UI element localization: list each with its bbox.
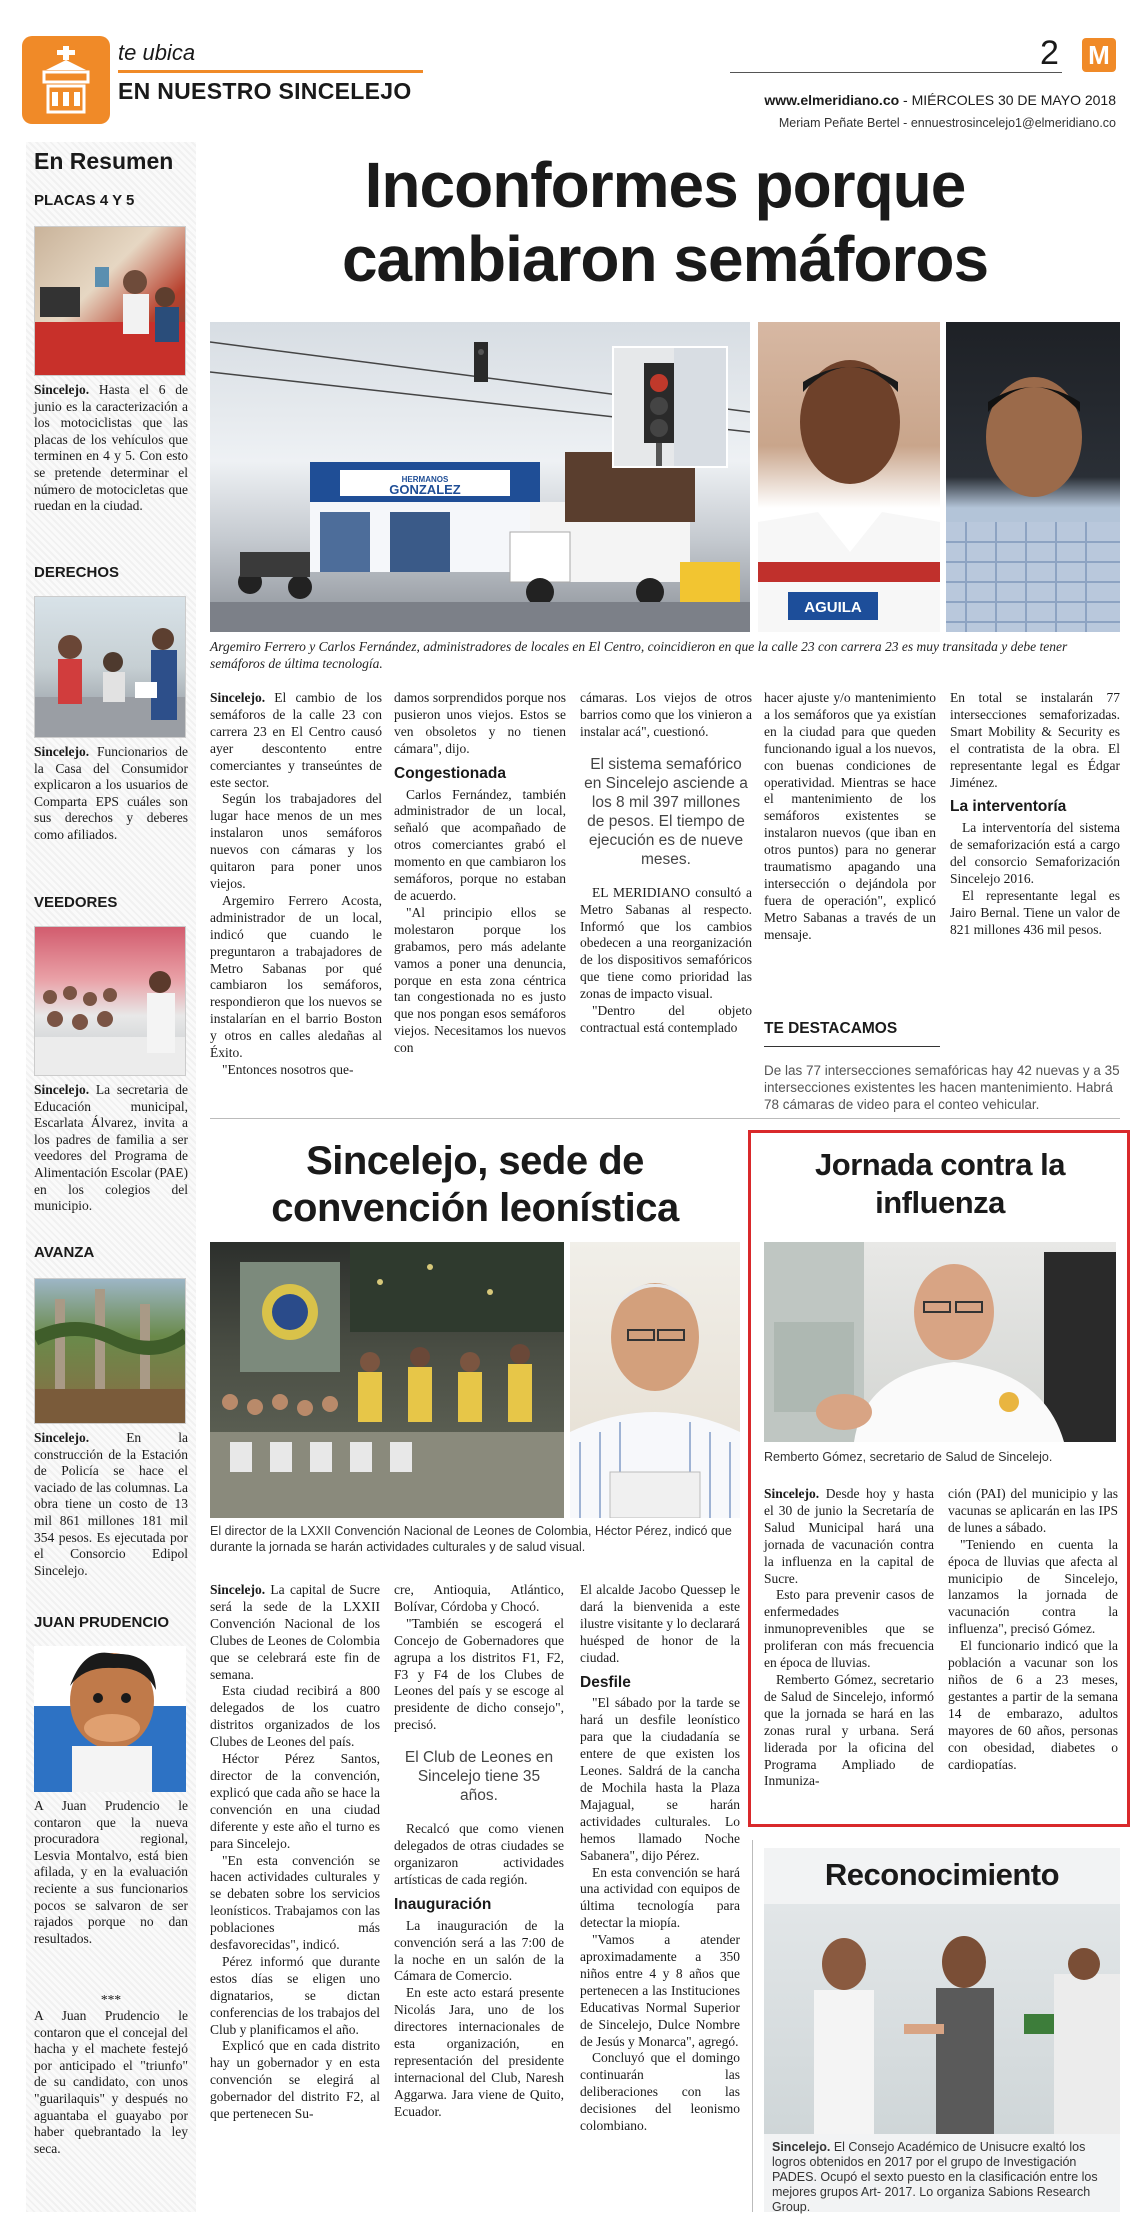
- subhead-desfile: Desfile: [580, 1673, 631, 1691]
- page-number: 2: [1040, 34, 1059, 72]
- sidebar-head-placas: PLACAS 4 Y 5: [34, 192, 135, 209]
- sidebar-head-avanza: AVANZA: [34, 1244, 95, 1261]
- sidebar-text-juan-prudencio-2: A Juan Prudencio le contaron que el concejal del hacha y el machete festejó por anticipado el "triunfo" de su candidato, con unos "guarilaquis" y después no aguantaba el guayabo por haber quebrantado la ley seca.: [34, 2008, 188, 2156]
- newspaper-logo: M: [1082, 38, 1116, 72]
- sidebar-text-veedores: Sincelejo. La secretaria de Educación municipal, Escarlata Álvarez, invita a los padres de familia a ser veedores del Programa de Alimentación Escolar (PAE) en los colegios del municipio.: [34, 1082, 188, 1214]
- sidebar-photo-police-station-construction: [34, 1278, 186, 1424]
- column-divider: [752, 1840, 753, 2212]
- sidebar-head-veedores: VEEDORES: [34, 894, 118, 911]
- sidebar-head-juan-prudencio: JUAN PRUDENCIO: [34, 1614, 170, 1631]
- convention-column-1: Sincelejo. La capital de Sucre será la sede de la LXXII Convención Nacional de los Clubes de Leones de Colombia que se celebrará este fin de semana. Esta ciudad recibirá a 800 delegados de los cuatro distritos organizados de los Clubes de Leones del país. Héctor Pérez Santos, director de la convención, explicó que cada año se hace la convención en una ciudad diferente y este año el turno es para Sincelejo. "En esta convención se hacen actividades culturales y se debaten sobre los servicios leonísticos. Trabajamos con las poblaciones más desfavorecidas", indicó. Pérez informó que durante estos días se eligen uno dignatarios, se dictan conferencias de los trabajos del Club y planificamos el año. Explicó que en cada distrito hay un gobernador y en esta convención se elegirá al gobernador del distrito F2, al que pertenecen Su-: [210, 1582, 380, 2122]
- convention-pullquote: El Club de Leones en Sincelejo tiene 35 años.: [404, 1749, 554, 1805]
- sidebar-text-juan-prudencio: A Juan Prudencio le contaron que la nueva procuradora regional, Lesvia Montalvo, está bien afilada, y en la evaluación reciente a sus funcionarios pocos se salvaron de ser rajados porque no dan resultados.: [34, 1798, 188, 1946]
- subhead-interventoria: La interventoría: [950, 798, 1067, 816]
- photo-inset-traffic-light: [612, 346, 728, 468]
- convention-photo-caption: El director de la LXXII Convención Nacional de Leones de Colombia, Héctor Pérez, indicó que durante la jornada se harán actividades culturales y de salud visual.: [210, 1524, 732, 1554]
- convention-column-2: cre, Antioquia, Atlántico, Bolívar, Córdoba y Chocó. "También se escogerá el Concejo de Gobernadores que agrupa a los distritos F1, F2, F3 y F4 de los Clubes de Leones del país y se escoge al presidente de dicho consejo", precisó. El Club de Leones en Sincelejo tiene 35 años. Recalcó que como vienen delegados de otras ciudades se organizaron actividades artísticas de cada región. Inauguración La inauguración de la convención será a las 7:00 de la noche en un salón de la Cámara de Comercio. En este acto estará presente Nicolás Jara, uno de los directores internacionales de esta organización, en representación del presidente internacional del Club, Naresh Aggarwa. Jara viene de Quito, Ecuador.: [394, 1582, 564, 2119]
- church-icon: [36, 46, 96, 116]
- sign-top-text: HERMANOS: [401, 475, 449, 484]
- sidebar-title: En Resumen: [34, 148, 174, 174]
- main-pullquote: El sistema semafórico en Sincelejo asciende a los 8 mil 397 millones de pesos. El tiempo de ejecución es de nueve meses.: [584, 755, 748, 868]
- byline: Meriam Peñate Bertel - ennuestrosincelejo1@elmeridiano.co: [778, 116, 1116, 130]
- header-rule: [730, 72, 1062, 73]
- convention-column-3: El alcalde Jacobo Quessep le dará la bienvenida a este ilustre visitante y lo declarará huésped de honor de la ciudad. Desfile "El sábado por la tarde se hará un desfile leonístico para que la ciudadanía se entere de que existen los Leones. Saldrá de la cancha de Mochila hasta la Plaza Majagual, se harán actividades culturales. Lo hemos llamado Noche Sabanera", dijo Pérez. En esta convención se hará una actividad con equipos de última tecnología para detectar la miopía. "Vamos a atender aproximadamente a 350 niños entre 4 y 8 años que pertenecen a las Instituciones Educativas Normal Superior de Sincelejo, Dulce Nombre de Jesús y Monarca", agregó. Concluyó que el domingo continuarán las deliberaciones con las decisiones del leonismo colombiano.: [580, 1582, 740, 2134]
- section-logo: [22, 36, 110, 124]
- jersey-text: AGUILA: [804, 599, 862, 616]
- sidebar-text-placas: Sincelejo. Hasta el 6 de junio es la caracterización a los motociclistas que las placas de los vehículos que terminen en 4 y 5. Con esto se pretende determinar el número de motocicletas que ruedan en la ciudad.: [34, 382, 188, 514]
- main-column-5: En total se instalarán 77 intersecciones semaforizadas. Smart Mobility & Security es el contratista de la obra. El representante legal es Édgar Jiménez. La interventoría La interventoría del sistema de semaforización está a cargo del consorcio Semaforización Sincelejo 2016. El representante legal es Jairo Bernal. Tiene un valor de 821 millones 436 mil pesos.: [950, 690, 1120, 937]
- photo-carlos-fernandez: [946, 322, 1120, 632]
- influenza-column-1: Sincelejo. Desde hoy y hasta el 30 de junio la Secretaría de Salud Municipal hará una jornada de vacunación contra la influenza en la capital de Sucre. Esto para prevenir casos de enfermedades inmunoprevenibles que se proliferan con más frecuencia en época de lluvias. Remberto Gómez, secretario de Salud de Sincelejo, informó que la jornada se hará en las zonas rural y urbana. Será liderada por la oficina del Programa Ampliado de Inmuniza-: [764, 1486, 934, 1789]
- influenza-photo-caption: Remberto Gómez, secretario de Salud de Sincelejo.: [764, 1450, 1053, 1464]
- subhead-congestionada: Congestionada: [394, 764, 506, 782]
- highlight-text: De las 77 intersecciones semafóricas hay 42 nuevas y a 35 intersecciones existentes les hacen mantenimiento. Habrá 78 cámaras de video para el conteo vehicular.: [764, 1063, 1120, 1112]
- photo-recognition-ceremony: [764, 1904, 1120, 2134]
- photo-hector-perez: [570, 1242, 740, 1518]
- recognition-headline: Reconocimiento: [824, 1857, 1060, 1892]
- sidebar-text-avanza: Sincelejo. En la construcción de la Estación de Policía se hace el vaciado de las columnas. La obra tiene un costo de 13 mil 861 millones 181 mil 354 pesos. Es ejecutada por el Consorcio Edipol Sincelejo.: [34, 1430, 188, 1578]
- dateline: [764, 92, 1116, 108]
- issue-date: - MIÉRCOLES 30 DE MAYO 2018: [899, 92, 1116, 108]
- photo-remberto-gomez: [764, 1242, 1116, 1442]
- photo-lions-club-event: [210, 1242, 564, 1518]
- highlight-heading: TE DESTACAMOS: [764, 1020, 898, 1037]
- highlight-rule: [764, 1046, 940, 1047]
- sidebar-cartoon-juan-prudencio: [34, 1646, 186, 1792]
- site-url[interactable]: www.elmeridiano.co: [764, 92, 900, 108]
- main-headline: Inconformes porque cambiaron semáforos: [341, 149, 989, 295]
- main-photo-caption: Argemiro Ferrero y Carlos Fernández, administradores de locales en El Centro, coincidieron en que la calle 23 con carrera 23 es muy transitada y debe tener semáforos de última tecnología.: [210, 639, 1068, 671]
- main-column-4: hacer ajuste y/o mantenimiento a los semáforos que ya existían en la ciudad para que queden funcionando igual a los nuevos, con buenas condiciones de operatividad. Mientras se hace el mantenimiento de los semáforos existentes se instalaron nuevos (que iban en otros puntos) para no generar traumatismo apagando una intersección o dejándola por fuera de operación", explicó Metro Sabanas a través de un mensaje.: [764, 690, 936, 942]
- main-column-3: cámaras. Los viejos de otros barrios como que los vinieron a instalar acá", cuestionó. El sistema semafórico en Sincelejo asciende a los 8 mil 397 millones de pesos. El tiempo de ejecución es de nueve meses. EL MERIDIANO consultó a Metro Sabanas al respecto. Informó que los cambios obedecen a una reorganización de los dispositivos semafóricos que tiene como prioridad las zonas de impacto visual. "Dentro del objeto contractual está contemplado: [580, 690, 752, 1035]
- section-kicker: te ubica: [118, 40, 196, 65]
- sidebar-photo-consumer-house: [34, 596, 186, 738]
- sign-text: GONZALEZ: [389, 482, 461, 497]
- sidebar-head-derechos: DERECHOS: [34, 564, 120, 581]
- photo-argemiro-ferrero: [758, 322, 940, 632]
- sidebar-text-derechos: Sincelejo. Funcionarios de la Casa del Consumidor explicaron a los usuarios de Comparta EPS cuáles son sus derechos y deberes como afiliados.: [34, 744, 188, 842]
- sidebar-photo-education-meeting: [34, 926, 186, 1076]
- influenza-column-2: ción (PAI) del municipio y las vacunas se aplicarán en las IPS de lunes a sábado. "Teniendo en cuenta la época de lluvias que afecta al municipio de Sincelejo, lanzamos la jornada de vacunación contra la influenza", precisó Gómez. El funcionario indicó que la población a vacunar son los niños de 6 a 23 meses, gestantes a partir de la semana 14 de embarazo, adultos mayores de 60 años, personas con obesidad, diabetes o cardiopatías.: [948, 1486, 1118, 1772]
- subhead-inauguracion: Inauguración: [394, 1895, 492, 1913]
- section-title: EN NUESTRO SINCELEJO: [118, 78, 412, 104]
- convention-headline: Sincelejo, sede de convención leonística: [271, 1139, 679, 1230]
- sidebar-photo-motorcycle-registration: [34, 226, 186, 376]
- accent-rule: [118, 70, 423, 73]
- sidebar-separator: ***: [100, 1992, 122, 2007]
- section-divider: [210, 1118, 1120, 1119]
- recognition-caption: Sincelejo. El Consejo Académico de Unisucre exaltó los logros obtenidos en 2017 por el grupo de Investigación PADES. Ocupó el sexto puesto en la clasificación entre los mejores grupos Art- 2017. Lo organiza Sabions Research Group.: [772, 2140, 1098, 2214]
- influenza-headline: Jornada contra la influenza: [815, 1147, 1065, 1220]
- main-column-2: damos sorprendidos porque nos pusieron unos viejos. Estos se ven obsoletos y no tienen cámara", dijo. Congestionada Carlos Fernández, también administrador de un local, señaló que acompañado de otros comerciantes grabó el momento en que cambiaron los semáforos, porque no estaban de acuerdo. "Al principio ellos se molestaron porque los grabamos, pero más adelante vamos a poner una denuncia, porque en esta zona céntrica tan congestionada no es justo que nos pongan esos semáforos viejos. Necesitamos los nuevos con: [394, 690, 566, 1056]
- main-column-1: Sincelejo. El cambio de los semáforos de la calle 23 con carrera 23 en El Centro causó ayer descontento entre comerciantes y transeúntes de este sector. Según los trabajadores del lugar hace menos de un mes instalaron unos semáforos nuevos con cámaras y los quitaron para poner unos viejos. Argemiro Ferrero Acosta, administrador de un local, indicó que cuando le preguntaron a trabajadores de Metro Sabanas por qué cambiaron los semáforos, respondieron que los nuevos se instalarían en el barrio Boston y otros en calles aledañas al Éxito. "Entonces nosotros que-: [210, 690, 382, 1077]
